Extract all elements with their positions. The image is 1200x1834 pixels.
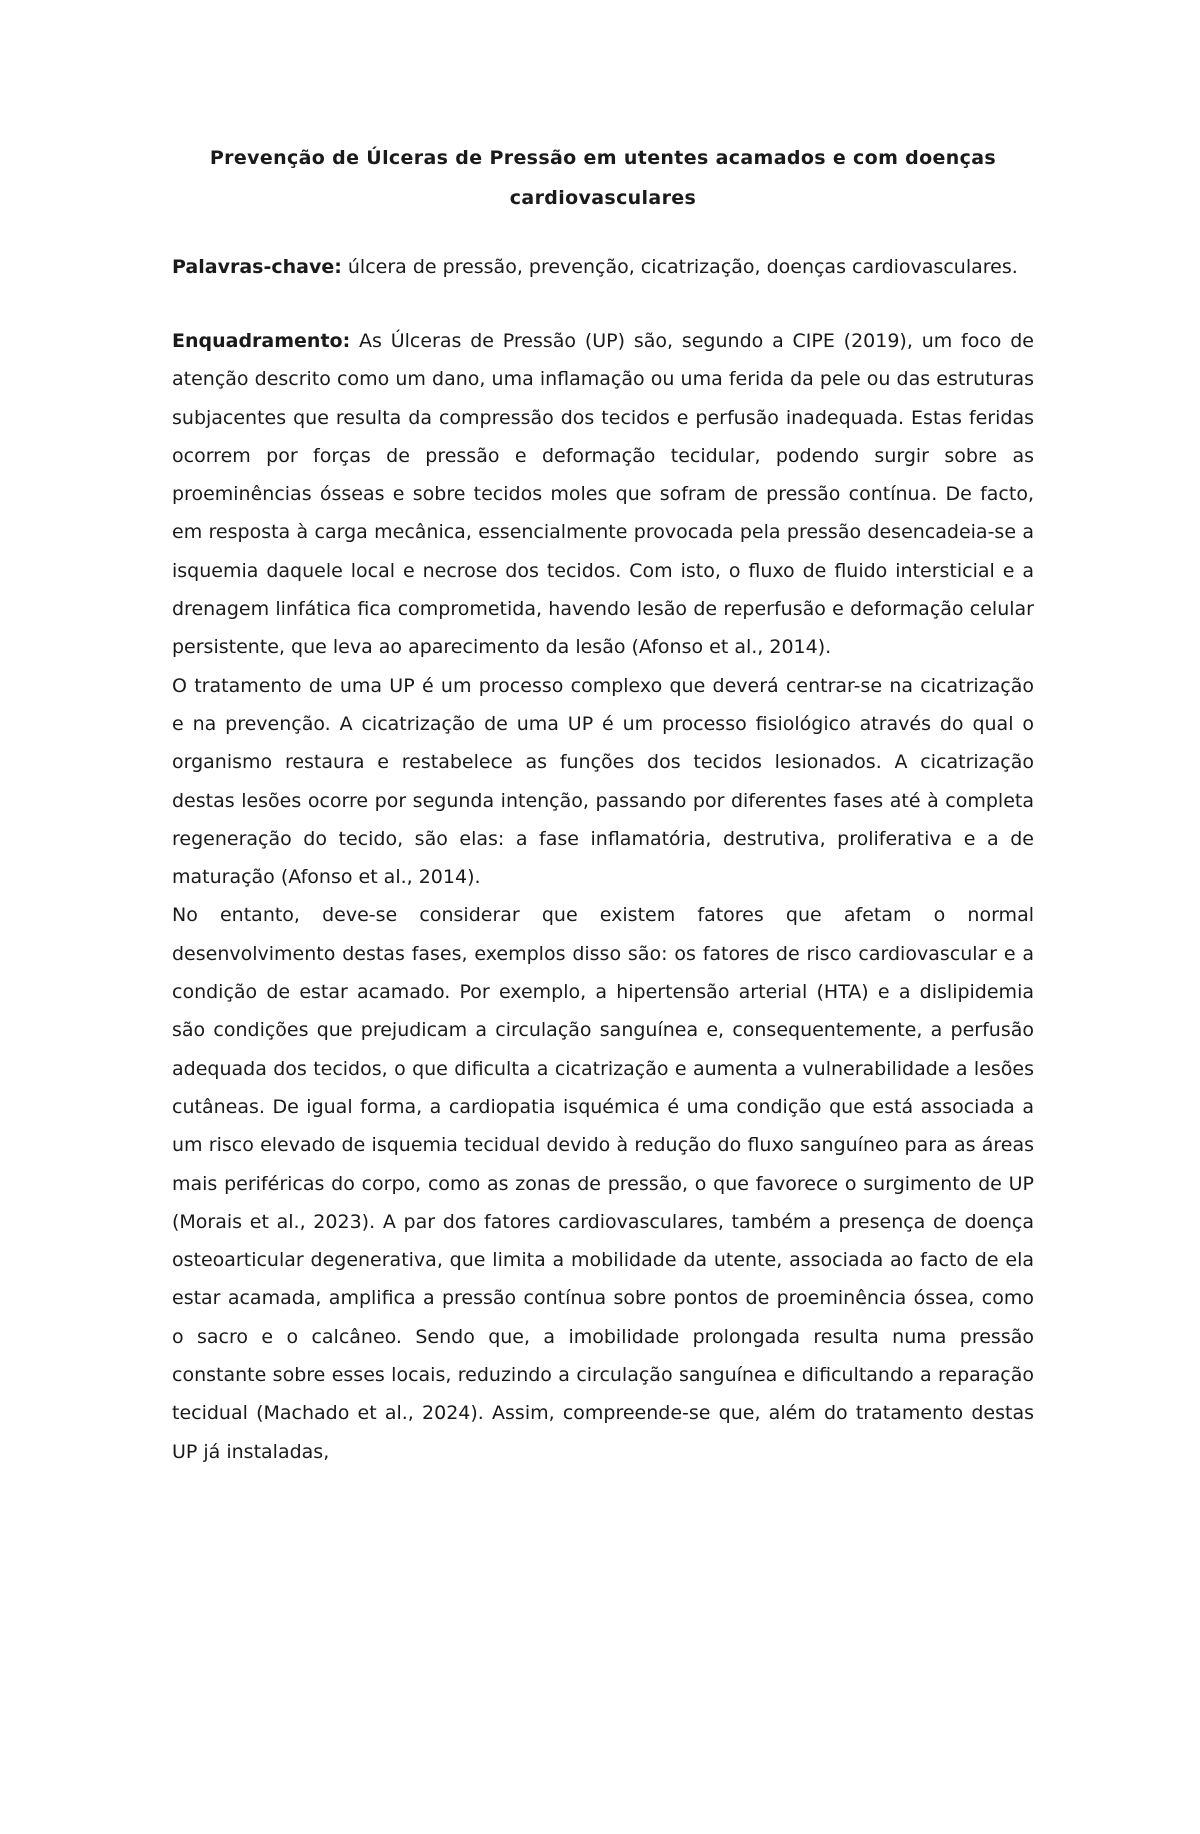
paragraph-2: O tratamento de uma UP é um processo complexo que deverá centrar-se na cicatrização e na prevenção. A cicatrização de uma UP é um processo fisiológico através do qual o organismo restaura e restabelece as funções dos tecidos lesionados. A cicatrização destas lesões ocorre por segunda intenção, passando por diferentes fases até à completa regeneração do tecido, são elas: a fase inflamatória, destrutiva, proliferativa e a de maturação (Afonso et al., 2014). — [172, 674, 1034, 889]
document-page — [0, 138, 1200, 1834]
paragraph-3: No entanto, deve-se considerar que existem fatores que afetam o normal desenvolvimento destas fases, exemplos disso são: os fatores de risco cardiovascular e a condição de estar acamado. Por exemplo, a hipertensão arterial (HTA) e a dislipidemia são condições que prejudicam a circulação sanguínea e, consequentemente, a perfusão adequada dos tecidos, o que dificulta a cicatrização e aumenta a vulnerabilidade a lesões cutâneas. De igual forma, a cardiopatia isquémica é uma condição que está associada a um risco elevado de isquemia tecidual devido à redução do fluxo sanguíneo para as áreas mais periféricas do corpo, como as zonas de pressão, o que favorece o surgimento de UP (Morais et al., 2023). A par dos fatores cardiovasculares, também a presença de doença osteoarticular degenerativa, que limita a mobilidade da utente, associada ao facto de ela estar acamada, amplifica a pressão contínua sobre pontos de proeminência óssea, como o sacro e o calcâneo. Sendo que, a imobilidade prolongada resulta numa pressão constante sobre esses locais, reduzindo a circulação sanguínea e dificultando a reparação tecidual (Machado et al., 2024). Assim, compreende-se que, além do tratamento destas UP já instaladas, — [172, 904, 1034, 1463]
keywords-label: Palavras-chave: — [172, 256, 342, 278]
framing-label: Enquadramento: — [172, 330, 351, 352]
title-line-2: cardiovasculares — [509, 187, 697, 209]
keywords-section — [172, 248, 1034, 286]
paragraph-1 — [172, 322, 1034, 667]
framing-section — [172, 322, 1034, 1471]
title-line-1: Prevenção de Úlceras de Pressão em utentes acamados e com doenças — [209, 147, 997, 169]
document-title — [172, 138, 1034, 218]
keywords-text: úlcera de pressão, prevenção, cicatrização, doenças cardiovasculares. — [341, 256, 1018, 278]
paragraph-1-text: As Úlceras de Pressão (UP) são, segundo a CIPE (2019), um foco de atenção descrito como um dano, uma inflamação ou uma ferida da pele ou das estruturas subjacentes que resulta da compressão dos tecidos e perfusão inadequada. Estas feridas ocorrem por forças de pressão e deformação tecidular, podendo surgir sobre as proeminências ósseas e sobre tecidos moles que sofram de pressão contínua. De facto, em resposta à carga mecânica, essencialmente provocada pela pressão desencadeia-se a isquemia daquele local e necrose dos tecidos. Com isto, o fluxo de fluido intersticial e a drenagem linfática fica comprometida, havendo lesão de reperfusão e deformação celular persistente, que leva ao aparecimento da lesão (Afonso et al., 2014). — [172, 330, 1034, 659]
